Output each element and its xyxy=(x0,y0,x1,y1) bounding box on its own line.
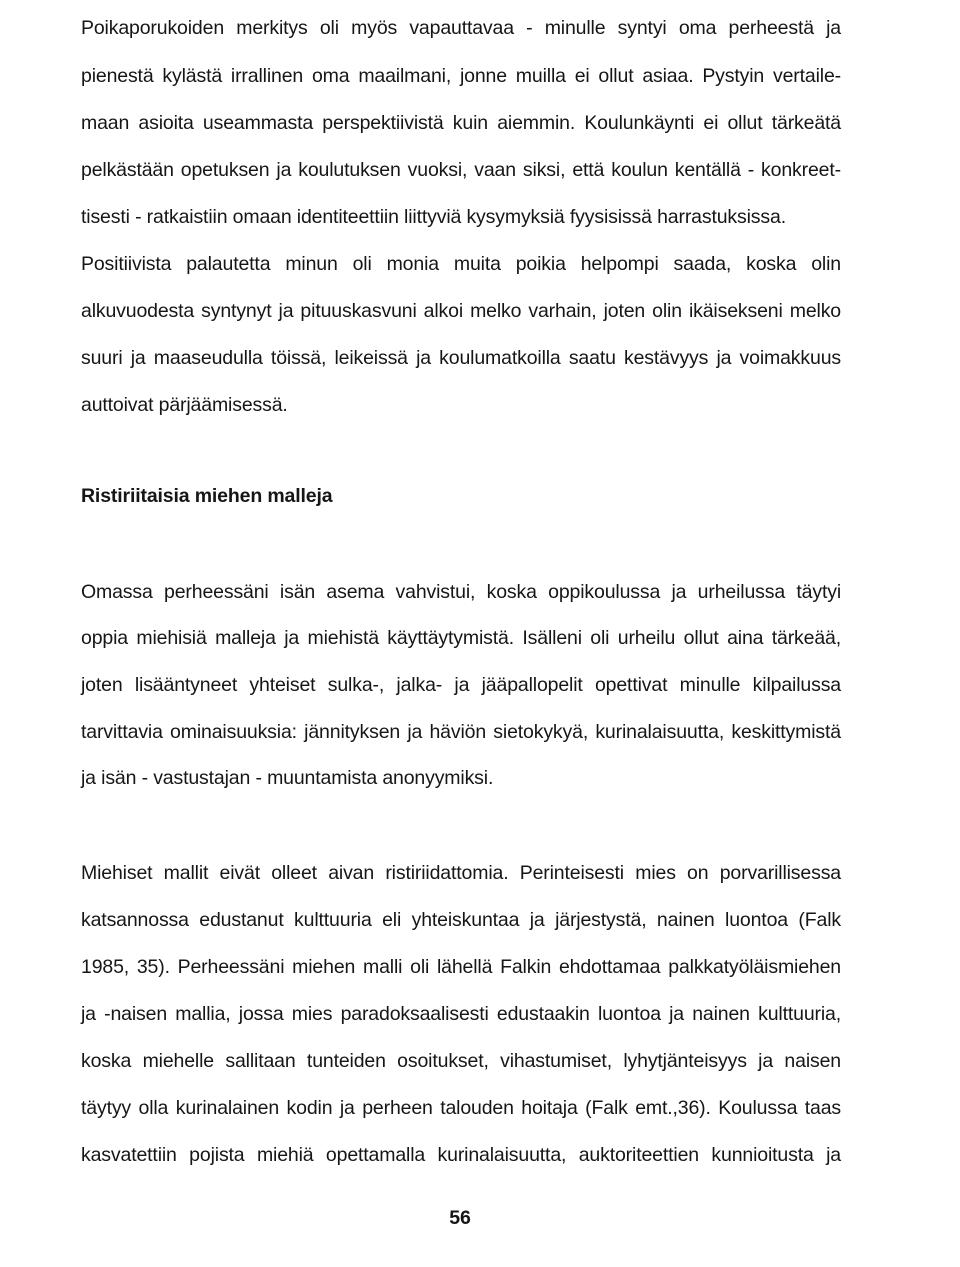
section-heading: Ristiriitaisia miehen malleja xyxy=(81,485,333,507)
paragraph-1-line: pienestä kylästä irrallinen oma maailmani, jonne muilla ei ollut asiaa. Pystyin vertaile- xyxy=(81,65,841,87)
paragraph-1-line: Positiivista palautetta minun oli monia muita poikia helpompi saada, koska olin xyxy=(81,253,841,275)
paragraph-3-line: koska miehelle sallitaan tunteiden osoitukset, vihastumiset, lyhytjänteisyys ja naisen xyxy=(81,1050,841,1072)
paragraph-2-line: Omassa perheessäni isän asema vahvistui, koska oppikoulussa ja urheilussa täytyi xyxy=(81,581,841,603)
paragraph-3-line: täytyy olla kurinalainen kodin ja perheen talouden hoitaja (Falk emt.,36). Koulussa taas xyxy=(81,1097,841,1119)
paragraph-2-line: ja isän - vastustajan - muuntamista anonyymiksi. xyxy=(81,767,494,789)
paragraph-3-line: ja -naisen mallia, jossa mies paradoksaalisesti edustaakin luontoa ja nainen kulttuuria, xyxy=(81,1003,841,1025)
paragraph-2-line: tarvittavia ominaisuuksia: jännityksen ja häviön sietokykyä, kurinalaisuutta, keskittymistä xyxy=(81,721,841,743)
paragraph-3-line: Miehiset mallit eivät olleet aivan ristiriidattomia. Perinteisesti mies on porvarillisessa xyxy=(81,862,841,884)
paragraph-1-line: Poikaporukoiden merkitys oli myös vapauttavaa - minulle syntyi oma perheestä ja xyxy=(81,17,841,39)
paragraph-1-line: tisesti - ratkaistiin omaan identiteettiin liittyviä kysymyksiä fyysisissä harrastuksissa. xyxy=(81,206,786,228)
paragraph-3-line: 1985, 35). Perheessäni miehen malli oli lähellä Falkin ehdottamaa palkkatyöläismiehen xyxy=(81,956,841,978)
paragraph-3-line: katsannossa edustanut kulttuuria eli yhteiskuntaa ja järjestystä, nainen luontoa (Falk xyxy=(81,909,841,931)
page-number: 56 xyxy=(449,1207,471,1229)
paragraph-2-line: oppia miehisiä malleja ja miehistä käyttäytymistä. Isälleni oli urheilu ollut aina tärkeää, xyxy=(81,627,841,649)
paragraph-1-line: maan asioita useammasta perspektiivistä kuin aiemmin. Koulunkäynti ei ollut tärkeätä xyxy=(81,112,841,134)
paragraph-1-line: auttoivat pärjäämisessä. xyxy=(81,394,288,416)
paragraph-2-line: joten lisääntyneet yhteiset sulka-, jalka- ja jääpallopelit opettivat minulle kilpailussa xyxy=(81,674,841,696)
paragraph-1-line: alkuvuodesta syntynyt ja pituuskasvuni alkoi melko varhain, joten olin ikäisekseni melko xyxy=(81,300,841,322)
paragraph-1-line: suuri ja maaseudulla töissä, leikeissä ja koulumatkoilla saatu kestävyys ja voimakkuus xyxy=(81,347,841,369)
paragraph-1-line: pelkästään opetuksen ja koulutuksen vuoksi, vaan siksi, että koulun kentällä - konkreet- xyxy=(81,159,841,181)
paragraph-3-line: kasvatettiin pojista miehiä opettamalla kurinalaisuutta, auktoriteettien kunnioitusta ja xyxy=(81,1144,841,1166)
